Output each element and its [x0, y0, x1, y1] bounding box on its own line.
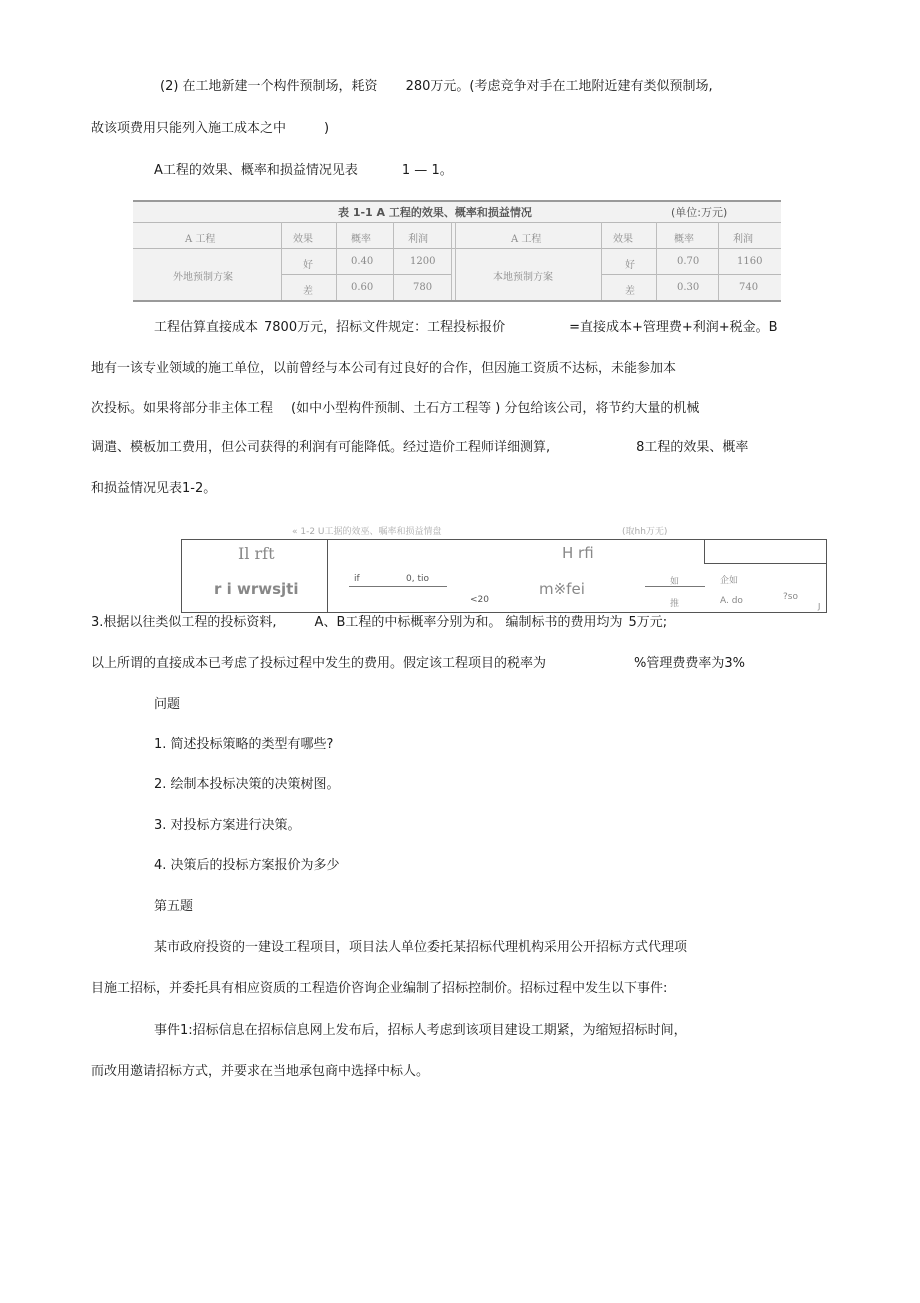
- para3-line2: [91, 655, 745, 673]
- para2-line4-b: 8工程的效果、概率: [636, 440, 749, 455]
- table1-cell: 差: [625, 286, 635, 297]
- table1-left-plan: 外地预制方案: [173, 272, 233, 283]
- table2-cell: Il rft: [238, 544, 275, 563]
- para2-line3-a: 次投标。如果将部分非主体工程: [91, 401, 274, 416]
- para1-line1: [160, 78, 713, 96]
- para3-line2-a: 以上所谓的直接成本已考虑了投标过程中发生的费用。假定该工程项目的税率为: [91, 656, 547, 671]
- para2-line4-a: 调遣、模板加工费用，但公司获得的利润有可能降低。经过造价工程师详细测算,: [91, 440, 551, 455]
- table1-cell: 好: [625, 260, 635, 271]
- table1-header: 概率: [674, 234, 694, 245]
- table-1-2: [181, 539, 827, 613]
- table1-cell: 0.70: [677, 256, 700, 267]
- table1-header: 效果: [293, 234, 313, 245]
- table1-cell: 0.40: [351, 256, 374, 267]
- table1-cell: 1160: [737, 256, 763, 267]
- para2-line3: [91, 400, 699, 418]
- question-item: 3. 对投标方案进行决策。: [154, 818, 301, 833]
- table2-cell: if: [354, 574, 360, 584]
- para1-line2-a: 故该项费用只能列入施工成本之中: [91, 121, 287, 136]
- table1-header: 效果: [613, 234, 633, 245]
- questions-title: 问题: [154, 697, 181, 712]
- question-item: 4. 决策后的投标方案报价为多少: [154, 858, 340, 873]
- para3-line1-c: 5万元;: [628, 615, 668, 630]
- table2-cell: 0, tio: [406, 574, 429, 584]
- section5-title: 第五题: [154, 899, 194, 914]
- table1-cell: 0.60: [351, 282, 374, 293]
- table1-cell: 1200: [410, 256, 436, 267]
- table2-caption: « 1-2 U工据的效巫、嘱率和损益情盘: [292, 527, 442, 537]
- table1-intro-ref: 1 — 1。: [401, 163, 453, 178]
- para2-line5: 和损益情况见表1-2。: [91, 481, 217, 496]
- table2-cell: A. do: [720, 596, 743, 606]
- table1-intro-text: A工程的效果、概率和损益情况见表: [154, 163, 358, 178]
- section5-p1-line2: 目施工招标，并委托具有相应资质的工程造价咨询企业编制了招标控制价。招标过程中发生以下事件:: [91, 981, 668, 996]
- para1-line1-b: 280万元。(考虑竞争对手在工地附近建有类似预制场,: [405, 79, 713, 94]
- table1-right-plan: 本地预制方案: [493, 272, 553, 283]
- table1-header: 利润: [408, 234, 428, 245]
- para2-line1-b: 7800万元，招标文件规定：工程投标报价: [264, 320, 506, 335]
- table1-header: A 工程: [511, 234, 542, 245]
- para2-line1-a: 工程估算直接成本: [154, 320, 259, 335]
- table2-cell: <20: [470, 595, 489, 605]
- para1-line2-b: ): [324, 121, 330, 136]
- table2-cell: r i wrwsjti: [214, 580, 299, 598]
- table1-cell: 差: [303, 286, 313, 297]
- para1-line1-a: (2) 在工地新建一个构件预制场，耗资: [160, 79, 378, 94]
- section5-p2-line2: 而改用邀请招标方式，并要求在当地承包商中选择中标人。: [91, 1064, 430, 1079]
- table2-unit: (取hh万无): [622, 527, 668, 537]
- table2-cell: 企如: [720, 576, 739, 586]
- para3-line1-a: 3.根据以往类似工程的投标资料,: [91, 615, 277, 630]
- table2-cell: m※fei: [539, 580, 585, 598]
- table1-cell: 好: [303, 260, 313, 271]
- question-item: 2. 绘制本投标决策的决策树图。: [154, 777, 340, 792]
- para3-line2-b: %管理费费率为3%: [634, 656, 745, 671]
- para2-line2: 地有一该专业领域的施工单位，以前曾经与本公司有过良好的合作，但因施工资质不达标，未能参加本: [91, 361, 677, 376]
- para2-line1: [154, 319, 778, 337]
- table2-cell: 如: [670, 577, 680, 587]
- para3-line1-b: A、B工程的中标概率分别为和。 编制标书的费用均为: [314, 615, 623, 630]
- table1-cell: 740: [739, 282, 759, 293]
- table2-cell: J: [818, 602, 821, 611]
- table1-cell: 780: [413, 282, 433, 293]
- table-1-1: [133, 200, 781, 302]
- para2-line1-c: =直接成本+管理费+利润+税金。B: [569, 320, 778, 335]
- section5-p2-line1: 事件1:招标信息在招标信息网上发布后，招标人考虑到该项目建设工期紧，为缩短招标时间，: [154, 1023, 687, 1038]
- table1-header: 概率: [351, 234, 371, 245]
- para2-line3-b: (如中小型构件预制、土石方工程等 ) 分包给该公司，将节约大量的机械: [291, 401, 700, 416]
- section5-p1-line1: 某市政府投资的一建设工程项目，项目法人单位委托某招标代理机构采用公开招标方式代理项: [154, 940, 688, 955]
- table1-cell: 0.30: [677, 282, 700, 293]
- table1-unit: (单位:万元): [671, 206, 728, 219]
- table1-header: 利润: [733, 234, 753, 245]
- table2-cell: 推: [670, 599, 680, 609]
- question-item: 1. 简述投标策略的类型有哪些?: [154, 737, 334, 752]
- table1-caption: 表 1-1 A 工程的效果、概率和损益情况: [338, 206, 532, 219]
- para2-line4: [91, 439, 748, 457]
- para3-line1: [91, 614, 667, 632]
- table1-header: A 工程: [185, 234, 216, 245]
- table1-intro: [154, 162, 453, 180]
- para1-line2: [91, 120, 329, 138]
- table2-cell: ?so: [783, 592, 798, 602]
- table2-cell: H rfi: [562, 544, 594, 562]
